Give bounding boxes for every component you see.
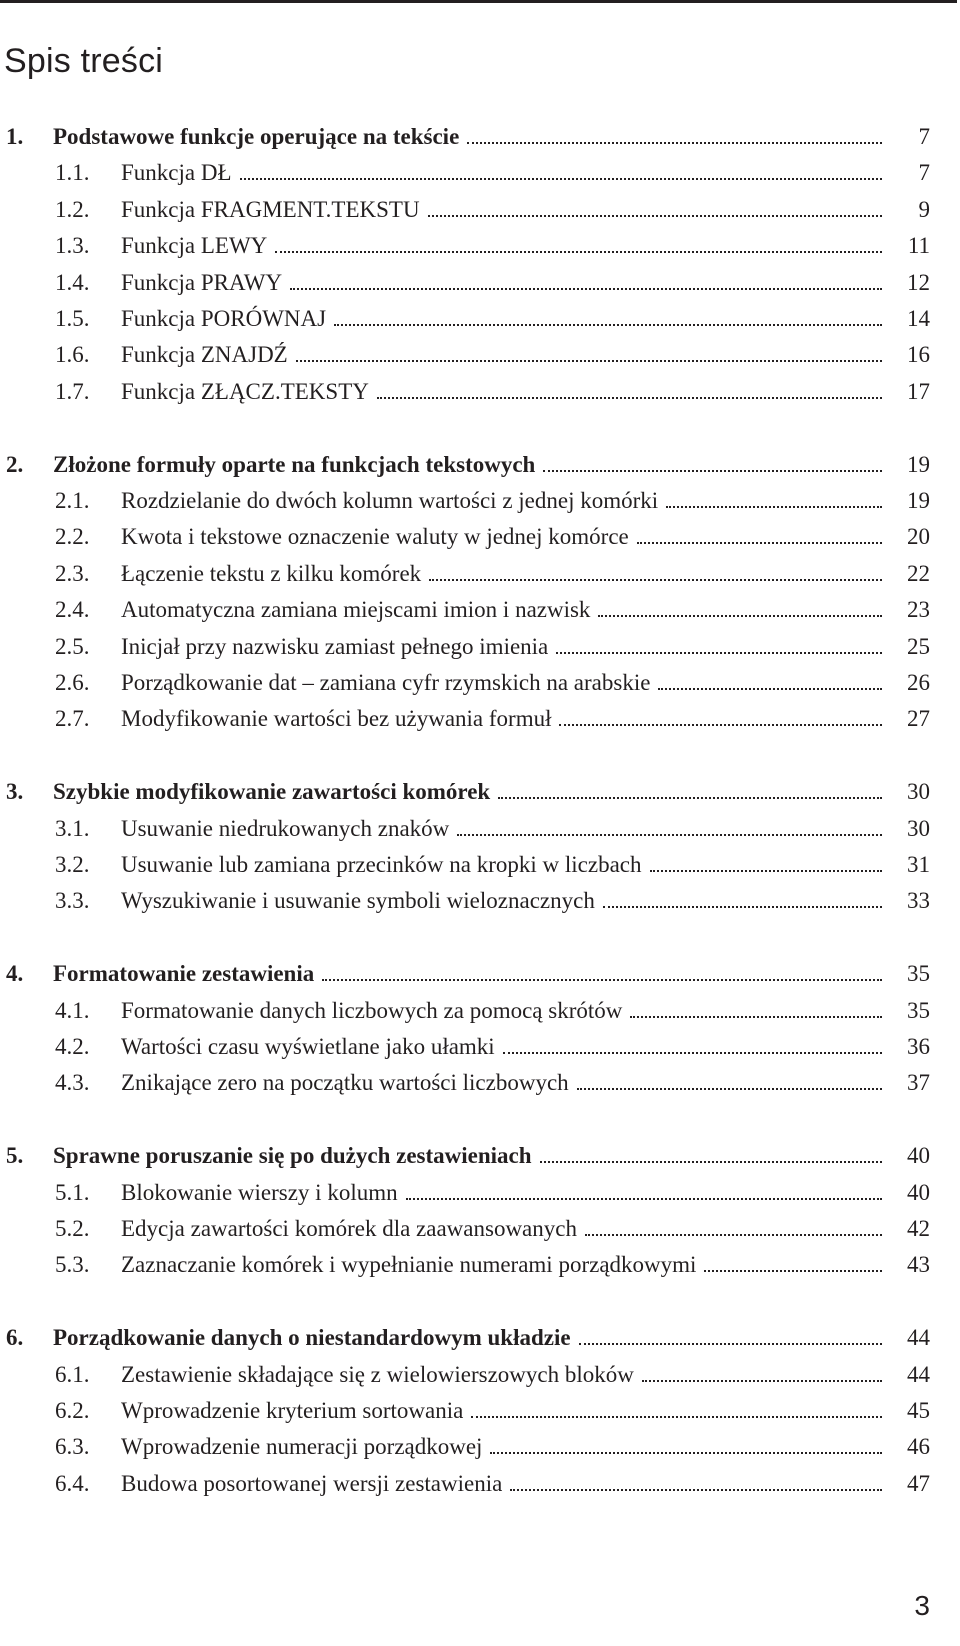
section-page: 40	[907, 1179, 930, 1205]
section-title: Budowa posortowanej wersji zestawienia	[121, 1470, 503, 1496]
section-page: 25	[907, 633, 930, 659]
section-title: Edycja zawartości komórek dla zaawansowanych	[121, 1216, 577, 1241]
dot-leader	[658, 687, 882, 690]
section-title: Funkcja FRAGMENT.TEKSTU	[121, 196, 420, 222]
section-page: 20	[907, 524, 930, 550]
section-title: Wyszukiwanie i usuwanie symboli wieloznacznych	[121, 888, 595, 914]
dot-leader	[666, 505, 882, 508]
section-title: Wartości czasu wyświetlane jako ułamki	[121, 1034, 495, 1059]
chapter-number: 1.	[6, 124, 24, 149]
toc-chapter[interactable]	[0, 448, 960, 482]
section-title: Funkcja LEWY	[121, 233, 268, 259]
toc-section[interactable]	[0, 156, 960, 190]
section-number: 1.3.	[55, 233, 90, 259]
dot-leader	[498, 796, 882, 799]
dot-leader	[471, 1415, 882, 1418]
toc-section[interactable]	[0, 484, 960, 518]
top-rule	[0, 0, 957, 3]
section-title: Zaznaczanie komórek i wypełnianie numerami porządkowymi	[121, 1252, 697, 1278]
toc-chapter[interactable]	[0, 1139, 960, 1173]
section-title: Blokowanie wierszy i kolumn	[121, 1179, 398, 1205]
toc-section[interactable]	[0, 1358, 960, 1392]
chapter-number: 5.	[6, 1143, 24, 1169]
section-number: 6.4.	[55, 1470, 90, 1496]
dot-leader	[503, 1051, 882, 1054]
toc-section[interactable]	[0, 1248, 960, 1282]
dot-leader	[637, 541, 882, 544]
toc-section[interactable]	[0, 302, 960, 336]
dot-leader	[377, 396, 882, 399]
section-number: 1.5.	[55, 306, 90, 331]
section-page: 31	[907, 852, 930, 877]
section-number: 1.4.	[55, 269, 90, 295]
toc-section[interactable]	[0, 338, 960, 372]
section-number: 2.7.	[55, 706, 90, 732]
section-page: 23	[907, 597, 930, 623]
section-page: 27	[907, 706, 930, 732]
section-number: 4.1.	[55, 997, 90, 1023]
dot-leader	[598, 614, 882, 617]
page-number: 3	[914, 1590, 930, 1621]
toc-section[interactable]	[0, 1176, 960, 1210]
toc-section[interactable]	[0, 193, 960, 227]
dot-leader	[577, 1087, 882, 1090]
section-page: 11	[907, 233, 930, 259]
section-page: 17	[907, 378, 930, 404]
section-title: Modyfikowanie wartości bez używania formuł	[121, 706, 552, 732]
dot-leader	[704, 1269, 882, 1272]
dot-leader	[290, 287, 882, 290]
chapter-title: Porządkowanie danych o niestandardowym układzie	[53, 1325, 571, 1351]
dot-leader	[540, 1160, 882, 1163]
dot-leader	[556, 651, 882, 654]
section-page: 16	[907, 342, 930, 368]
chapter-number: 3.	[6, 779, 24, 805]
dot-leader	[406, 1197, 882, 1200]
chapter-number: 6.	[6, 1325, 24, 1351]
section-title: Automatyczna zamiana miejscami imion i nazwisk	[121, 597, 591, 623]
section-title: Usuwanie lub zamiana przecinków na kropki w liczbach	[121, 852, 642, 877]
dot-leader	[467, 141, 882, 144]
dot-leader	[240, 177, 882, 180]
page-title: Spis treści	[4, 42, 164, 80]
toc-section[interactable]	[0, 229, 960, 263]
section-page: 36	[907, 1034, 930, 1059]
chapter-page: 19	[907, 451, 930, 477]
section-title: Znikające zero na początku wartości liczbowych	[121, 1070, 569, 1096]
section-number: 5.1.	[55, 1179, 90, 1205]
chapter-page: 30	[907, 779, 930, 805]
section-page: 26	[907, 670, 930, 695]
dot-leader	[457, 833, 882, 836]
section-number: 4.3.	[55, 1070, 90, 1096]
section-title: Kwota i tekstowe oznaczenie waluty w jednej komórce	[121, 524, 629, 550]
section-number: 5.2.	[55, 1216, 90, 1241]
section-number: 5.3.	[55, 1252, 90, 1278]
toc-section[interactable]	[0, 1030, 960, 1064]
section-title: Funkcja ZŁĄCZ.TEKSTY	[121, 378, 369, 404]
chapter-number: 2.	[6, 451, 24, 477]
dot-leader	[630, 1015, 882, 1018]
section-number: 3.1.	[55, 815, 90, 841]
section-page: 47	[907, 1470, 930, 1496]
section-number: 1.2.	[55, 196, 90, 222]
chapter-title: Szybkie modyfikowanie zawartości komórek	[53, 779, 491, 805]
section-page: 22	[907, 560, 930, 586]
section-number: 2.4.	[55, 597, 90, 623]
toc-section[interactable]	[0, 702, 960, 736]
section-number: 1.7.	[55, 378, 90, 404]
section-page: 35	[907, 997, 930, 1023]
chapter-number: 4.	[6, 961, 24, 987]
section-number: 2.1.	[55, 488, 90, 513]
section-page: 12	[907, 269, 930, 295]
toc-section[interactable]	[0, 1430, 960, 1464]
toc-chapter[interactable]	[0, 1321, 960, 1355]
section-title: Wprowadzenie numeracji porządkowej	[121, 1434, 483, 1460]
toc-section[interactable]	[0, 884, 960, 918]
dot-leader	[579, 1342, 882, 1345]
dot-leader	[642, 1379, 882, 1382]
dot-leader	[322, 978, 882, 981]
dot-leader	[650, 869, 883, 872]
section-page: 14	[907, 306, 930, 331]
section-title: Funkcja ZNAJDŹ	[121, 342, 288, 368]
section-title: Inicjał przy nazwisku zamiast pełnego imienia	[121, 633, 549, 659]
toc-chapter[interactable]	[0, 775, 960, 809]
chapter-page: 44	[907, 1325, 930, 1351]
chapter-title: Sprawne poruszanie się po dużych zestawieniach	[53, 1143, 532, 1169]
section-title: Wprowadzenie kryterium sortowania	[121, 1398, 464, 1423]
section-number: 2.6.	[55, 670, 90, 695]
section-number: 2.3.	[55, 560, 90, 586]
toc-section[interactable]	[0, 848, 960, 882]
section-title: Rozdzielanie do dwóch kolumn wartości z jednej komórki	[121, 488, 659, 513]
section-number: 3.2.	[55, 852, 90, 877]
section-title: Formatowanie danych liczbowych za pomocą skrótów	[121, 997, 623, 1023]
dot-leader	[490, 1451, 882, 1454]
dot-leader	[429, 578, 882, 581]
section-page: 19	[907, 488, 930, 513]
section-number: 3.3.	[55, 888, 90, 914]
section-page: 43	[907, 1252, 930, 1278]
toc-section[interactable]	[0, 593, 960, 627]
toc-section[interactable]	[0, 266, 960, 300]
chapter-title: Złożone formuły oparte na funkcjach tekstowych	[53, 451, 536, 477]
chapter-page: 7	[918, 124, 930, 149]
toc-section[interactable]	[0, 1066, 960, 1100]
dot-leader	[603, 905, 882, 908]
dot-leader	[334, 323, 882, 326]
toc-section[interactable]	[0, 630, 960, 664]
section-number: 6.3.	[55, 1434, 90, 1460]
toc-section[interactable]	[0, 994, 960, 1028]
chapter-title: Podstawowe funkcje operujące na tekście	[53, 124, 460, 149]
section-page: 30	[907, 815, 930, 841]
section-title: Porządkowanie dat – zamiana cyfr rzymskich na arabskie	[121, 670, 651, 695]
toc-section[interactable]	[0, 812, 960, 846]
section-number: 6.1.	[55, 1361, 90, 1387]
section-title: Funkcja PRAWY	[121, 269, 283, 295]
dot-leader	[296, 359, 882, 362]
toc-section[interactable]	[0, 1467, 960, 1501]
section-page: 33	[907, 888, 930, 914]
chapter-page: 35	[907, 961, 930, 987]
toc-section[interactable]	[0, 520, 960, 554]
chapter-title: Formatowanie zestawienia	[53, 961, 315, 987]
section-title: Zestawienie składające się z wielowierszowych bloków	[121, 1361, 634, 1387]
section-title: Funkcja PORÓWNAJ	[121, 306, 327, 331]
section-page: 9	[918, 196, 930, 222]
section-number: 2.5.	[55, 633, 90, 659]
toc-chapter[interactable]	[0, 120, 960, 154]
section-number: 1.6.	[55, 342, 90, 368]
dot-leader	[510, 1488, 882, 1491]
section-page: 42	[907, 1216, 930, 1241]
section-number: 1.1.	[55, 160, 90, 186]
toc-section[interactable]	[0, 666, 960, 700]
toc-section[interactable]	[0, 1394, 960, 1428]
toc-section[interactable]	[0, 557, 960, 591]
dot-leader	[543, 469, 882, 472]
dot-leader	[275, 250, 882, 253]
chapter-page: 40	[907, 1143, 930, 1169]
section-number: 2.2.	[55, 524, 90, 550]
toc-section[interactable]	[0, 1212, 960, 1246]
section-title: Łączenie tekstu z kilku komórek	[121, 560, 422, 586]
section-number: 4.2.	[55, 1034, 90, 1059]
dot-leader	[585, 1233, 882, 1236]
section-page: 46	[907, 1434, 930, 1460]
section-page: 44	[907, 1361, 930, 1387]
section-page: 45	[907, 1398, 930, 1423]
section-number: 6.2.	[55, 1398, 90, 1423]
toc-chapter[interactable]	[0, 957, 960, 991]
toc-section[interactable]	[0, 375, 960, 409]
section-title: Funkcja DŁ	[121, 160, 232, 186]
dot-leader	[559, 723, 882, 726]
section-page: 7	[918, 160, 930, 186]
section-page: 37	[907, 1070, 930, 1096]
dot-leader	[428, 214, 882, 217]
section-title: Usuwanie niedrukowanych znaków	[121, 815, 450, 841]
